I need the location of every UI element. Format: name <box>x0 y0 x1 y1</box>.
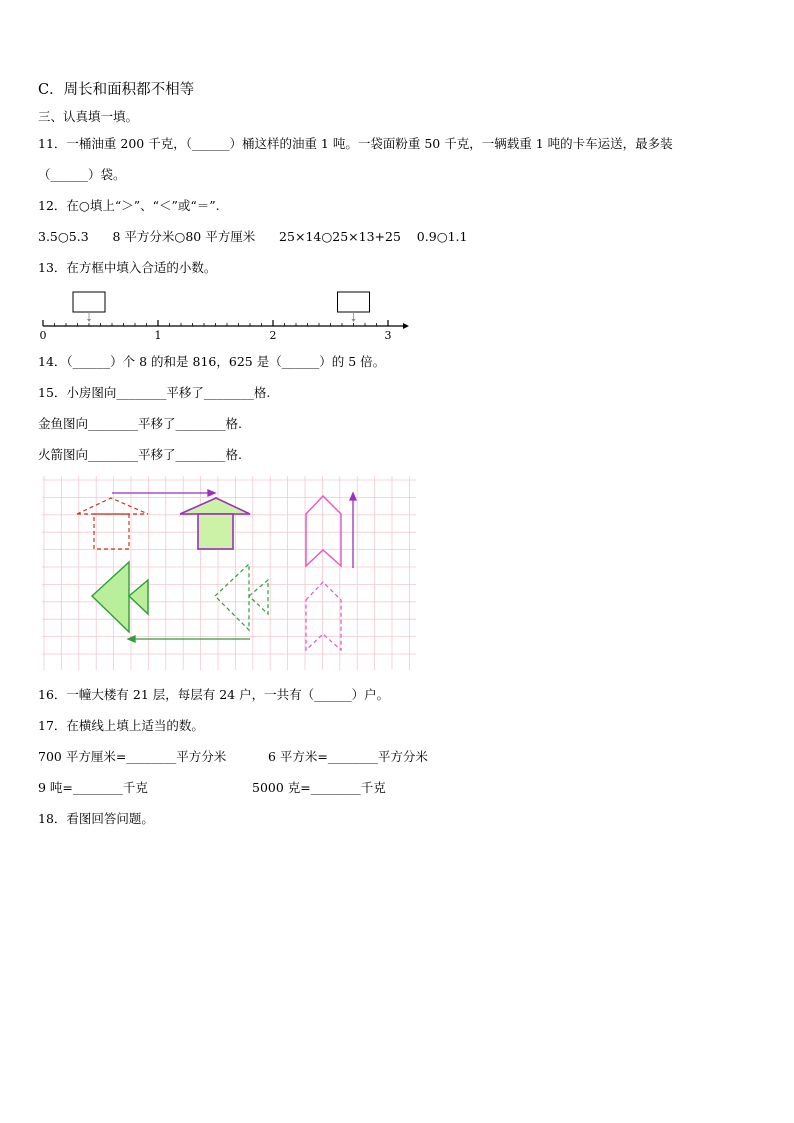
answer-box-pointer-head <box>87 319 91 322</box>
question-15-house: 15．小房图向________平移了________格. <box>38 385 271 400</box>
fish-original-dashed <box>215 564 268 630</box>
section-heading: 三、认真填一填。 <box>38 109 139 124</box>
question-12: 12．在○填上“＞”、“＜”或“＝”. <box>38 198 220 213</box>
option-c: C．周长和面积都不相等 <box>38 82 195 98</box>
rocket-moved <box>306 496 341 566</box>
number-line-label: 3 <box>384 329 392 342</box>
question-15-rocket: 火箭图向________平移了________格. <box>38 447 242 462</box>
number-line <box>38 284 418 344</box>
question-17: 17．在横线上填上适当的数。 <box>38 718 204 733</box>
question-17-a: 700 平方厘米=________平方分米 <box>38 749 227 764</box>
rocket-arrow <box>350 493 356 568</box>
rocket-original-dashed <box>306 582 341 650</box>
fish-moved <box>92 562 148 632</box>
question-16: 16．一幢大楼有 21 层，每层有 24 户，一共有（______）户。 <box>38 687 390 702</box>
question-17-c: 9 吨=________千克 <box>38 780 148 795</box>
number-line-arrow <box>403 323 409 329</box>
question-18: 18．看图回答问题。 <box>38 811 154 826</box>
answer-box[interactable] <box>338 292 370 312</box>
answer-box-pointer-head <box>352 319 356 322</box>
answer-box[interactable] <box>73 292 105 312</box>
question-14: 14．（______）个 8 的和是 816，625 是（______）的 5 倍。 <box>38 354 386 369</box>
question-13: 13．在方框中填入合适的小数。 <box>38 260 217 275</box>
house-arrow <box>112 490 215 496</box>
number-line-label: 0 <box>39 329 47 342</box>
question-11-line2: （______）袋。 <box>38 167 126 182</box>
house-original-dashed <box>77 498 148 549</box>
translation-grid <box>42 476 416 670</box>
question-17-d: 5000 克=________千克 <box>252 780 386 795</box>
number-line-label: 2 <box>269 329 277 342</box>
house-moved <box>180 498 250 549</box>
question-12-items: 3.5○5.3 8 平方分米○80 平方厘米 25×14○25×13+25 0.9○1.1 <box>38 229 468 244</box>
question-15-fish: 金鱼图向________平移了________格. <box>38 416 242 431</box>
number-line-label: 1 <box>154 329 162 342</box>
question-11-line1: 11．一桶油重 200 千克，（______）桶这样的油重 1 吨。一袋面粉重 50 千克，一辆载重 1 吨的卡车运送，最多装 <box>38 136 673 151</box>
question-17-b: 6 平方米=________平方分米 <box>268 749 428 764</box>
